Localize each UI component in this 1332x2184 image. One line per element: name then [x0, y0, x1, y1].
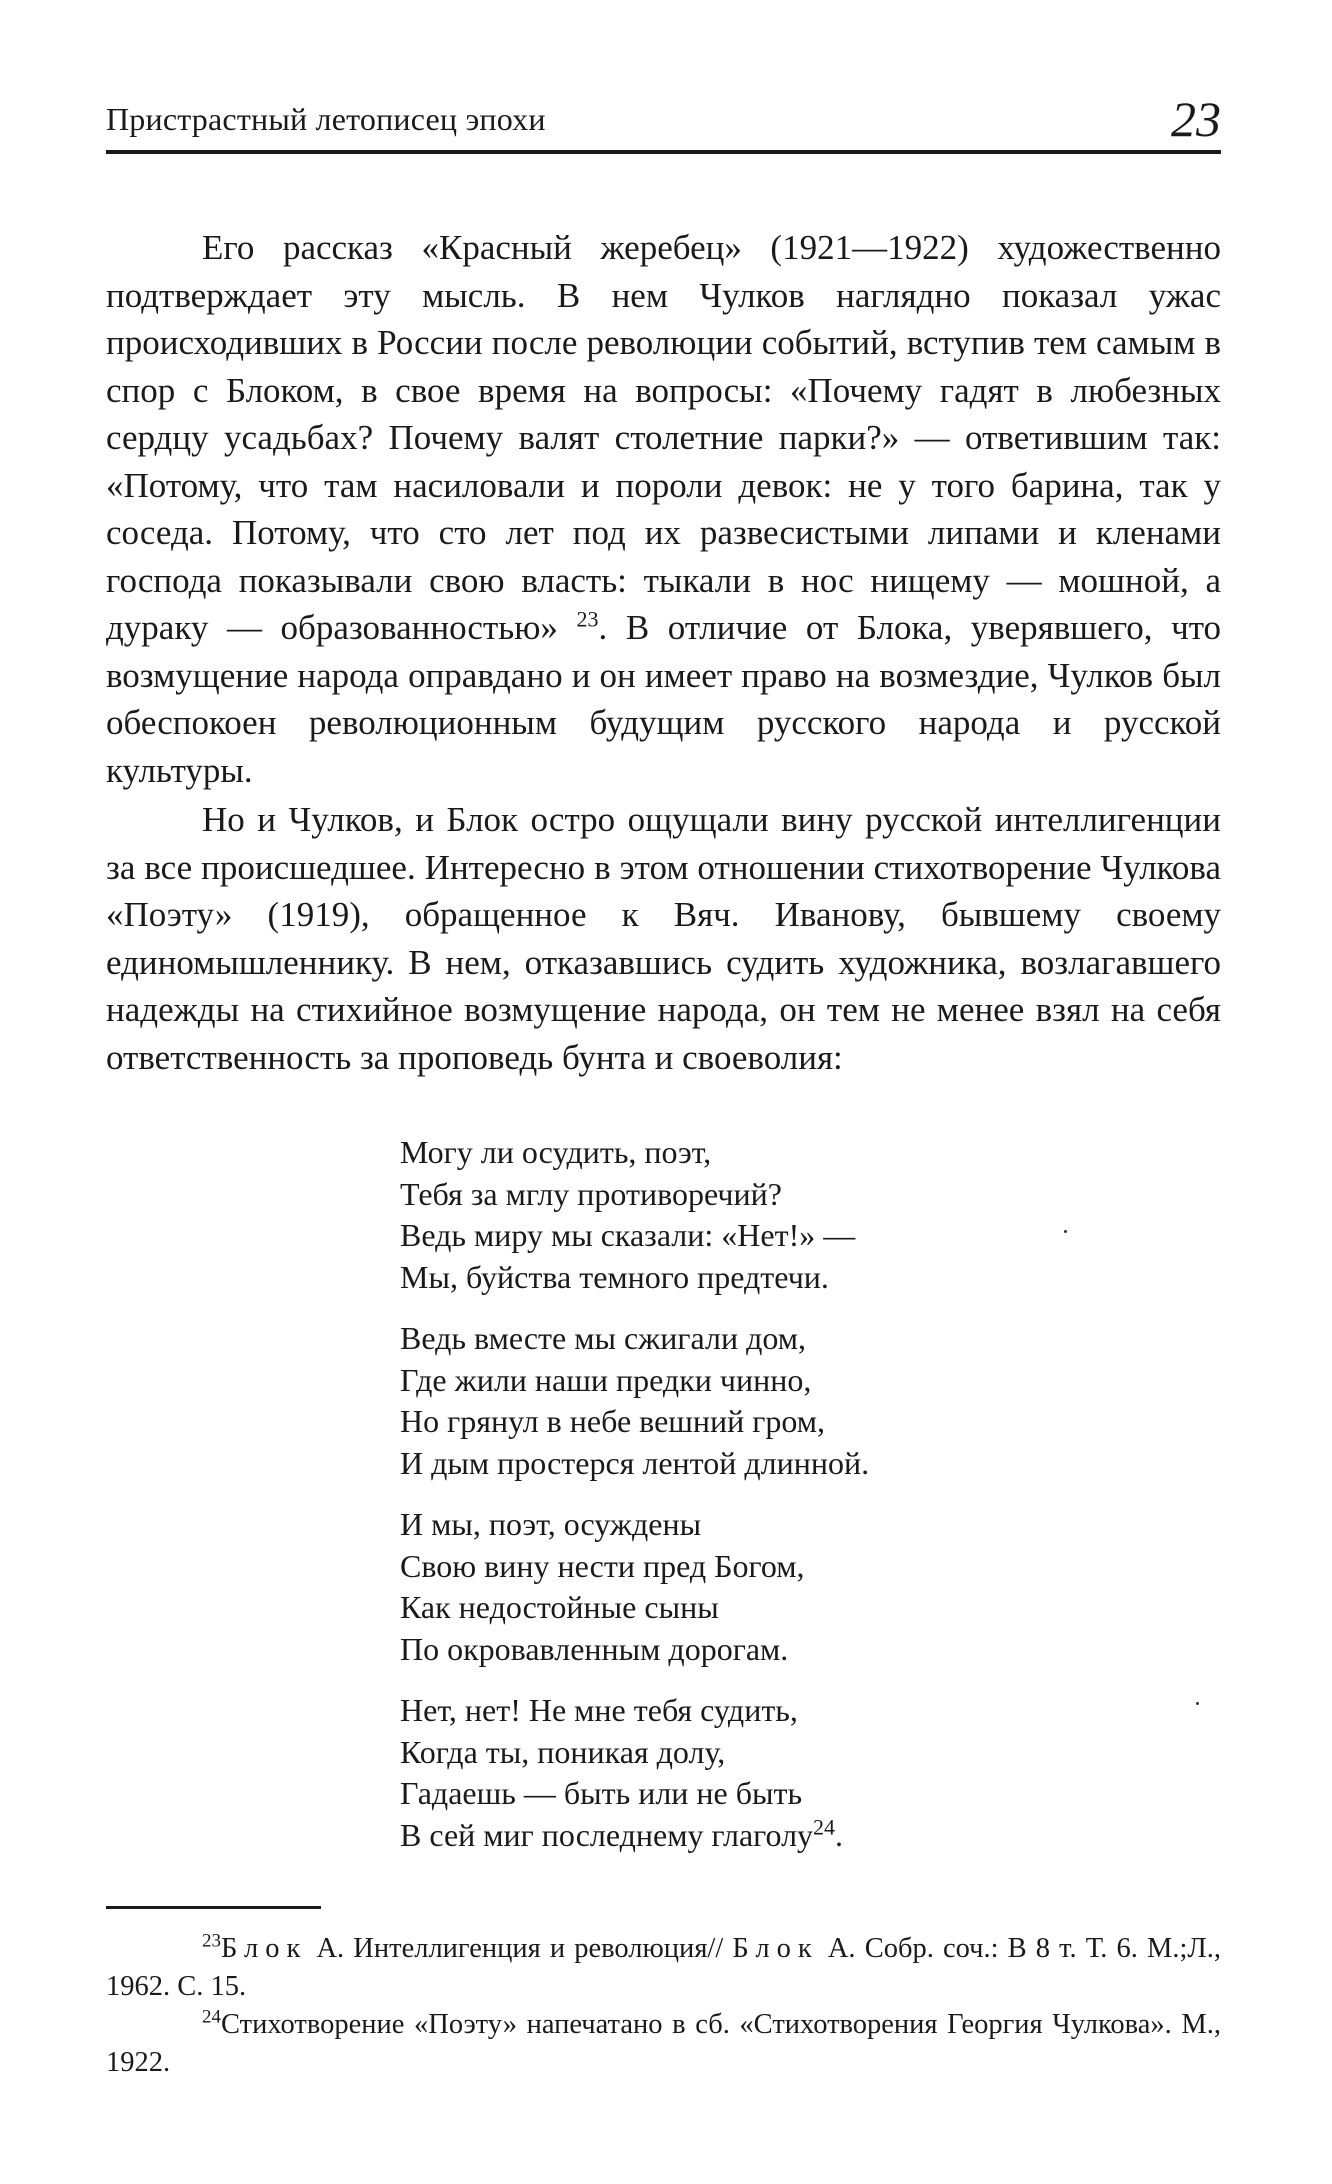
running-title: Пристрастный летописец эпохи — [106, 101, 546, 137]
running-head — [106, 92, 1221, 148]
body-text — [106, 224, 1221, 1081]
poem-line: Могу ли осудить, поэт, — [400, 1134, 712, 1170]
poem-line: И дым простерся лентой длинной. — [400, 1444, 870, 1481]
poem-line: Тебя за мглу противоречий? — [400, 1175, 782, 1212]
paragraph — [106, 224, 1221, 794]
footnote-number: 24 — [202, 2006, 221, 2028]
poem-line: Но грянул в небе вешний гром, — [400, 1403, 826, 1439]
poem-line: Как недостойные сыны — [400, 1589, 719, 1625]
poem-line: Когда ты, поникая долу, — [400, 1733, 726, 1770]
paragraph-text-continued: . В отличие от Блока, уверявшего, что возмущение народа оправдано и он имеет право на возмездие, Чулков был обеспокоен революционным будущим русского народа и русской культуры. — [106, 608, 1222, 790]
footnote-text: А. Собр. соч.: В 8 т. Т. 6. М.;Л., 1962. С. 15. — [106, 1933, 1222, 2002]
footnotes — [106, 1930, 1221, 2082]
poem-line: По окровавленным дорогам. — [400, 1630, 789, 1667]
poem-line: Ведь миру мы сказали: «Нет!» — — [400, 1217, 856, 1253]
poem — [400, 1132, 1160, 1876]
header-rule — [106, 150, 1221, 154]
poem-stanza — [400, 1690, 1160, 1856]
poem-stanza — [400, 1318, 1160, 1484]
poem-line: И мы, поэт, осуждены — [400, 1506, 702, 1542]
poem-stanza — [400, 1132, 1160, 1298]
poem-stanza — [400, 1504, 1160, 1670]
footnote — [106, 2006, 1221, 2082]
poem-line: Мы, буйства темного предтечи. — [400, 1258, 829, 1295]
page-number: 23 — [1171, 91, 1221, 147]
poem-line: Где жили наши предки чинно, — [400, 1361, 812, 1398]
poem-line-last — [400, 1815, 1160, 1857]
poem-line-punct: . — [835, 1816, 844, 1853]
footnote-author: Блок — [732, 1933, 819, 1964]
footnote-ref: 23 — [576, 606, 599, 632]
footnote-text: Стихотворение «Поэту» напечатано в сб. «Стихотворения Георгия Чулкова». М., 1922. — [106, 2009, 1221, 2078]
footnote-rule — [106, 1906, 321, 1909]
paragraph-text: Его рассказ «Красный жеребец» (1921—1922) художественно подтверждает эту мысль. В нем Чулков наглядно показал ужас происходивших в России после революции событий, вступив тем самым в спор с Блоком, в свое время на вопросы: «Почему гадят в любезных сердцу усадьбах? Почему валят столетние парки?» — ответившим так: «Потому, что там насиловали и пороли девок: не у того барина, так у соседа. Потому, что сто лет под их развесистыми липами и кленами господа показывали свою власть: тыкали в нос нищему — мошной, а дураку — образованностью» — [106, 228, 1221, 647]
poem-line: Свою вину нести пред Богом, — [400, 1547, 805, 1584]
footnote-ref: 24 — [813, 1813, 836, 1839]
footnote-author: Блок — [221, 1933, 308, 1964]
footnote-text: А. Интеллигенция и революция// — [307, 1933, 733, 1964]
footnote — [106, 1930, 1221, 2006]
poem-line-text: В сей миг последнему глаголу — [400, 1816, 814, 1853]
poem-line: Гадаешь — быть или не быть — [400, 1775, 803, 1811]
print-speck — [1064, 1230, 1067, 1233]
poem-line: Ведь вместе мы сжигали дом, — [400, 1320, 807, 1356]
poem-line: Нет, нет! Не мне тебя судить, — [400, 1692, 798, 1728]
paragraph: Но и Чулков, и Блок остро ощущали вину русской интеллигенции за все происшедшее. Интересно в этом отношении стихотворение Чулкова «Поэту» (1919), обращенное к Вяч. Иванову, бывшему своему единомышленнику. В нем, отказавшись судить художника, возлагавшего надежды на стихийное возмущение народа, он тем не менее взял на себя ответственность за проповедь бунта и своеволия: — [106, 800, 1221, 1077]
print-speck — [1196, 1702, 1199, 1705]
footnote-number: 23 — [202, 1930, 221, 1952]
